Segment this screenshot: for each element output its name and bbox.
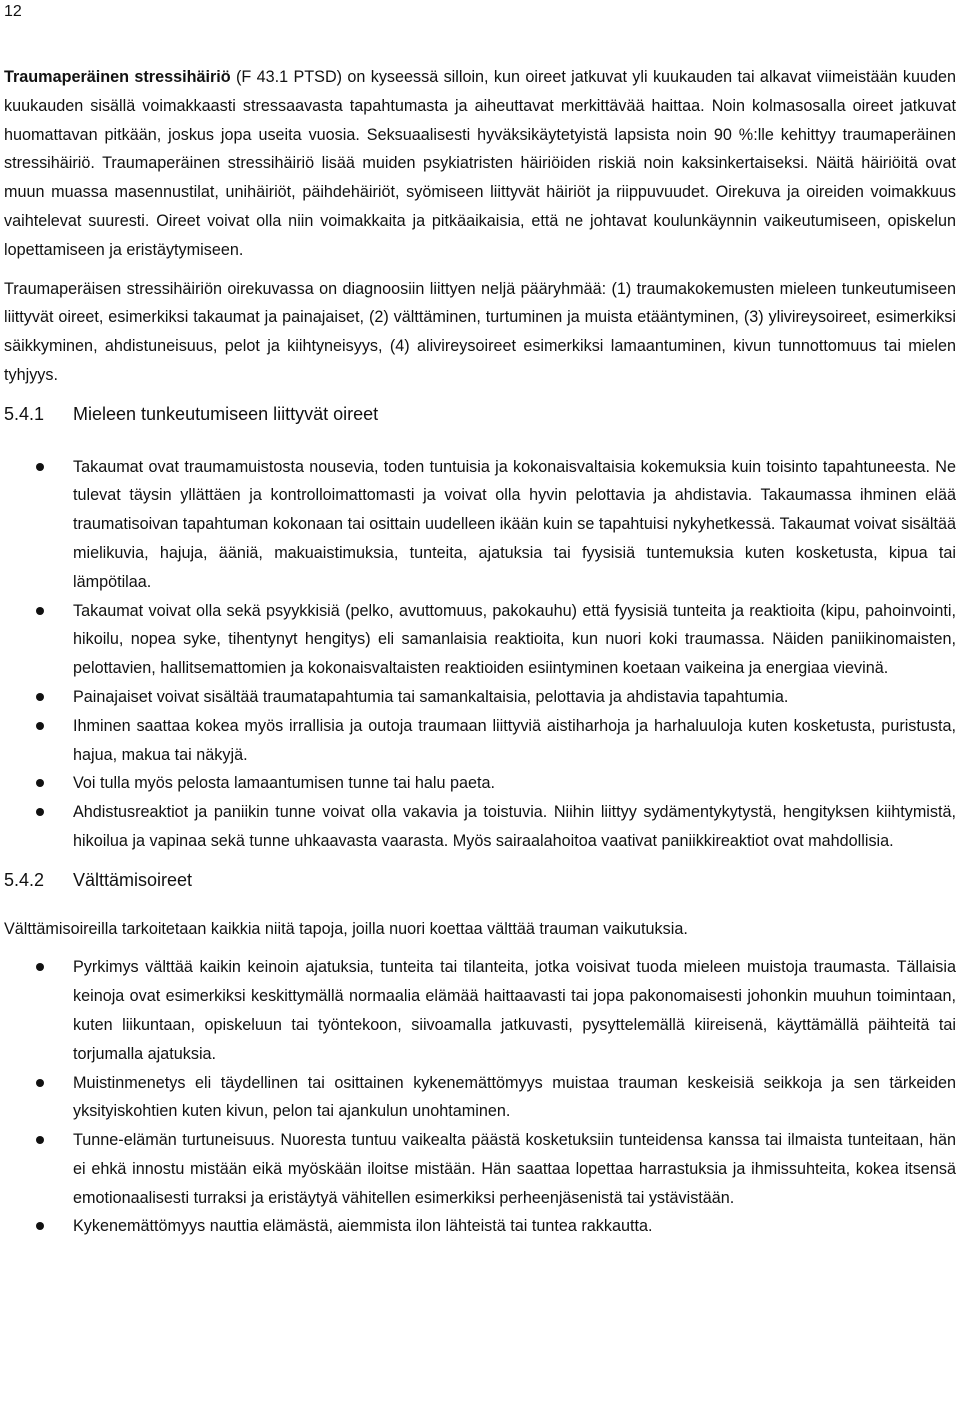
section-number: 5.4.1 bbox=[4, 403, 45, 424]
page-number: 12 bbox=[4, 3, 22, 20]
section-title: Mieleen tunkeutumiseen liittyvät oireet bbox=[73, 403, 379, 424]
list-item: Ahdistusreaktiot ja paniikin tunne voivat olla vakavia ja toistuvia. Niihin liittyy sydämentykytystä, hengityksen kiihtymistä, hikoilua ja vapinaa sekä tunne uhkaavasta vaarasta. Myös sairaalahoitoa vaativat paniikkireaktiot ovat mahdollisia. bbox=[4, 798, 956, 856]
bullet-icon bbox=[36, 722, 44, 730]
symptom-groups-paragraph: Traumaperäisen stressihäiriön oirekuvassa on diagnoosiin liittyen neljä pääryhmää: (1) traumakokemusten mieleen tunkeutumiseen liittyvät oireet, esimerkiksi takaumat ja painajaiset, (2) välttäminen, turtuminen ja muista etääntyminen, (3) ylivireysoireet, esimerkiksi säikkyminen, ahdistuneisuus, pelot ja kiihtyneisyys, (4) alivireysoireet esimerkiksi lamaantuminen, kivun tunnottomuus tai mielen tyhjyys. bbox=[4, 279, 956, 384]
section-heading-5-4-1 bbox=[4, 400, 956, 429]
bullet-icon bbox=[36, 779, 44, 787]
bullet-icon bbox=[36, 463, 44, 471]
list-item: Ihminen saattaa kokea myös irrallisia ja outoja traumaan liittyviä aistiharhoja ja harhaluuloja kuten kosketusta, puristusta, hajua, makua tai näkyjä. bbox=[4, 712, 956, 770]
bullet-icon bbox=[36, 693, 44, 701]
bullet-icon bbox=[36, 607, 44, 615]
list-item: Voi tulla myös pelosta lamaantumisen tunne tai halu paeta. bbox=[4, 769, 956, 798]
bullet-icon bbox=[36, 1222, 44, 1230]
list-item: Tunne-elämän turtuneisuus. Nuoresta tuntuu vaikealta päästä kosketuksiin tunteidensa kanssa tai ilmaista tunteitaan, hän ei ehkä innostu mistään eikä myöskään iloitse mistään. Hän saattaa lopettaa harrastuksia ja ihmissuhteita, kokea itsensä emotionaalisesti turraksi ja eristäytyä vähitellen esimerkiksi perheenjäsenistä tai ystävistään. bbox=[4, 1126, 956, 1212]
avoidance-intro-paragraph: Välttämisoireilla tarkoitetaan kaikkia niitä tapoja, joilla nuori koettaa välttää trauman vaikutuksia. bbox=[4, 919, 688, 938]
document-body bbox=[4, 63, 956, 1247]
intrusion-symptom-list bbox=[4, 453, 956, 856]
bullet-icon bbox=[36, 1079, 44, 1087]
section-title: Välttämisoireet bbox=[73, 869, 193, 890]
list-item: Muistinmenetys eli täydellinen tai osittainen kykenemättömyys muistaa trauman keskeisiä seikkoja ja sen tärkeiden yksityiskohtien kuten kivun, pelon tai ajankulun unohtaminen. bbox=[4, 1069, 956, 1127]
section-heading-5-4-2 bbox=[4, 866, 956, 895]
bullet-icon bbox=[36, 1136, 44, 1144]
bullet-icon bbox=[36, 963, 44, 971]
section-number: 5.4.2 bbox=[4, 869, 45, 890]
list-item: Kykenemättömyys nauttia elämästä, aiemmista ilon lähteistä tai tuntea rakkautta. bbox=[4, 1212, 956, 1241]
bullet-icon bbox=[36, 808, 44, 816]
intro-paragraph bbox=[4, 63, 956, 265]
list-item: Painajaiset voivat sisältää traumatapahtumia tai samankaltaisia, pelottavia ja ahdistavia tapahtumia. bbox=[4, 683, 956, 712]
avoidance-symptom-list bbox=[4, 953, 956, 1241]
intro-text: (F 43.1 PTSD) on kyseessä silloin, kun oireet jatkuvat yli kuukauden tai alkavat viimeistään kuuden kuukauden sisällä voimakkaasti stressaavasta tapahtumasta ja aiheuttavat merkittävää haittaa. Noin kolmasosalla oireet jatkuvat huomattavan pitkään, joskus jopa useita vuosia. Seksuaalisesti hyväksikäytetyistä lapsista noin 90 %:lle kehittyy traumaperäinen stressihäiriö. Traumaperäinen stressihäiriö lisää muiden psykiatristen häiriöiden riskiä noin kaksinkertaiseksi. Näitä häiriöitä ovat muun muassa masennustilat, unihäiriöt, päihdehäiriöt, syömiseen liittyvät häiriöt ja riippuvuudet. Oirekuva ja oireiden voimakkuus vaihtelevat suuresti. Oireet voivat olla niin voimakkaita ja pitkäaikaisia, että ne johtavat koulunkäynnin vaikeutumiseen, opiskelun lopettamiseen ja eristäytymiseen. bbox=[4, 68, 956, 259]
list-item: Takaumat voivat olla sekä psyykkisiä (pelko, avuttomuus, pakokauhu) että fyysisiä tunteita ja reaktioita (kipu, pahoinvointi, hikoilu, nopea syke, tihentynyt hengitys) eli samanlaisia reaktioita, kun nuori koki traumassa. Näiden paniikinomaisten, pelottavien, hallitsemattomien ja kokonaisvaltaisten reaktioiden esiintyminen koetaan vaikeina ja energiaa vievinä. bbox=[4, 597, 956, 683]
list-item: Takaumat ovat traumamuistosta nousevia, toden tuntuisia ja kokonaisvaltaisia kokemuksia kuin toisinto tapahtuneesta. Ne tulevat täysin yllättäen ja kontrolloimattomasti ja voivat olla hyvin pelottavia ja ahdistavia. Takaumassa ihminen elää traumatisoivan tapahtuman kokonaan tai osittain uudelleen ikään kuin se tapahtuisi nykyhetkessä. Takaumat voivat sisältää mielikuvia, hajuja, ääniä, makuaistimuksia, tunteita, ajatuksia tai fyysisiä tuntemuksia kuten kosketusta, kipua tai lämpötilaa. bbox=[4, 453, 956, 597]
intro-bold-term: Traumaperäinen stressihäiriö bbox=[4, 68, 231, 86]
list-item: Pyrkimys välttää kaikin keinoin ajatuksia, tunteita tai tilanteita, jotka voisivat tuoda mieleen muistoja traumasta. Tällaisia keinoja ovat esimerkiksi keskittymällä normaalia elämää haittaavasti tai jopa pakonomaisesti johonkin muuhun toimintaan, kuten liikuntaan, opiskeluun tai työntekoon, siivoamalla jatkuvasti, pysyttelemällä kiireisenä, käyttämällä päihteitä tai torjumalla ajatuksia. bbox=[4, 953, 956, 1068]
